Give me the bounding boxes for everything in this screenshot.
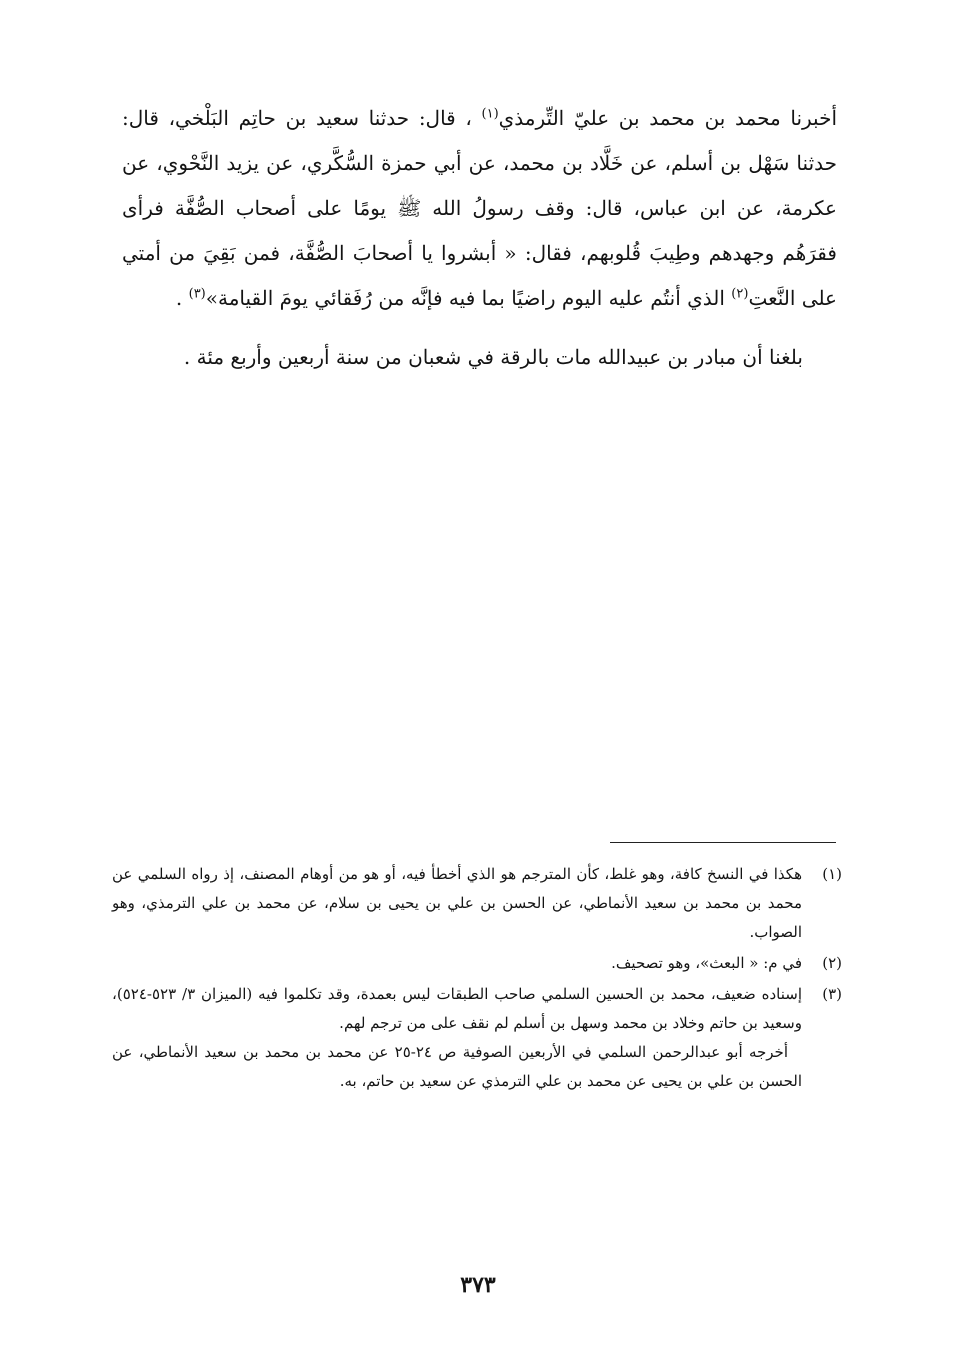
footnote-number: (٣) [822,985,842,1003]
footnote-ref-2: (٢) [731,286,749,302]
footnote-body [112,949,802,978]
footnote-body [112,860,802,947]
hadith-text-continued: الذي أنتُم عليه اليوم راضيًا بما فيه فإنَّه من رُفَقائي يومَ القيامة» [205,286,732,310]
footnote-text-continued: أخرجه أبو عبدالرحمن السلمي في الأربعين الصوفية ص ٢٤-٢٥ عن محمد بن محمد بن سعيد الأنماطي، عن الحسن بن علي بن يحيى عن محمد بن علي الترمذي عن سعيد بن حاتم، به. [112,1043,802,1090]
footnote-1 [112,860,842,947]
isnad-text: أخبرنا محمد بن محمد بن عليّ التِّرمذي [498,106,837,130]
death-note-paragraph: بلغنا أن مبادر بن عبيدالله مات بالرقة في شعبان من سنة أربعين وأربع مئة . [183,345,803,369]
hadith-end: . [175,286,189,310]
footnote-ref-1: (١) [481,106,499,122]
footnote-3 [112,980,842,1096]
footnote-2 [112,949,842,978]
footnote-number: (١) [822,865,842,883]
footnote-text: هكذا في النسخ كافة، وهو غلط، كأن المترجم هو الذي أخطأ فيه، أو هو من أوهام المصنف، إذ رواه السلمي عن محمد بن محمد بن سعيد الأنماطي، عن الحسن بن علي بن يحيى بن سلام، عن محمد بن علي الترمذي، وهو الصواب. [112,865,802,941]
main-text [122,96,837,387]
page-number: ٣٧٣ [460,1272,496,1298]
footnote-text: إسناده ضعيف، محمد بن الحسين السلمي صاحب الطبقات ليس بعمدة، وقد تكلموا فيه (الميزان ٣/ ٥٢٣-٥٢٤)، وسعيد بن حاتم وخلاد بن محمد وسهل بن أسلم لم نقف على من ترجم لهم. [112,985,802,1032]
hadith-paragraph [122,96,837,321]
footnotes [112,860,842,1098]
footnote-body [112,980,802,1096]
footnote-number: (٢) [822,954,842,972]
footnote-text: في م: « البعث»، وهو تصحيف. [611,954,802,972]
hadith-text: ، قال: حدثنا سعيد بن حاتِم البَلْخي، قال: حدثنا سَهْل بن أسلم، عن خَلَّاد بن محمد، عن أبي حمزة السُّكَّري، عن يزيد النَّحْوي، عن عكرمة، عن ابن عباس، قال: وقف رسولُ الله ﷺ يومًا على أصحاب الصُّفَّة فرأى فقرَهُم وجهدهم وطِيبَ قُلوبهم، فقال: « أبشروا يا أصحابَ الصُّفَّة، فمن بَقِيَ من أمتي على النَّعتِ [122,106,837,310]
footnote-ref-3: (٣) [188,286,206,302]
footnote-separator [610,842,836,843]
